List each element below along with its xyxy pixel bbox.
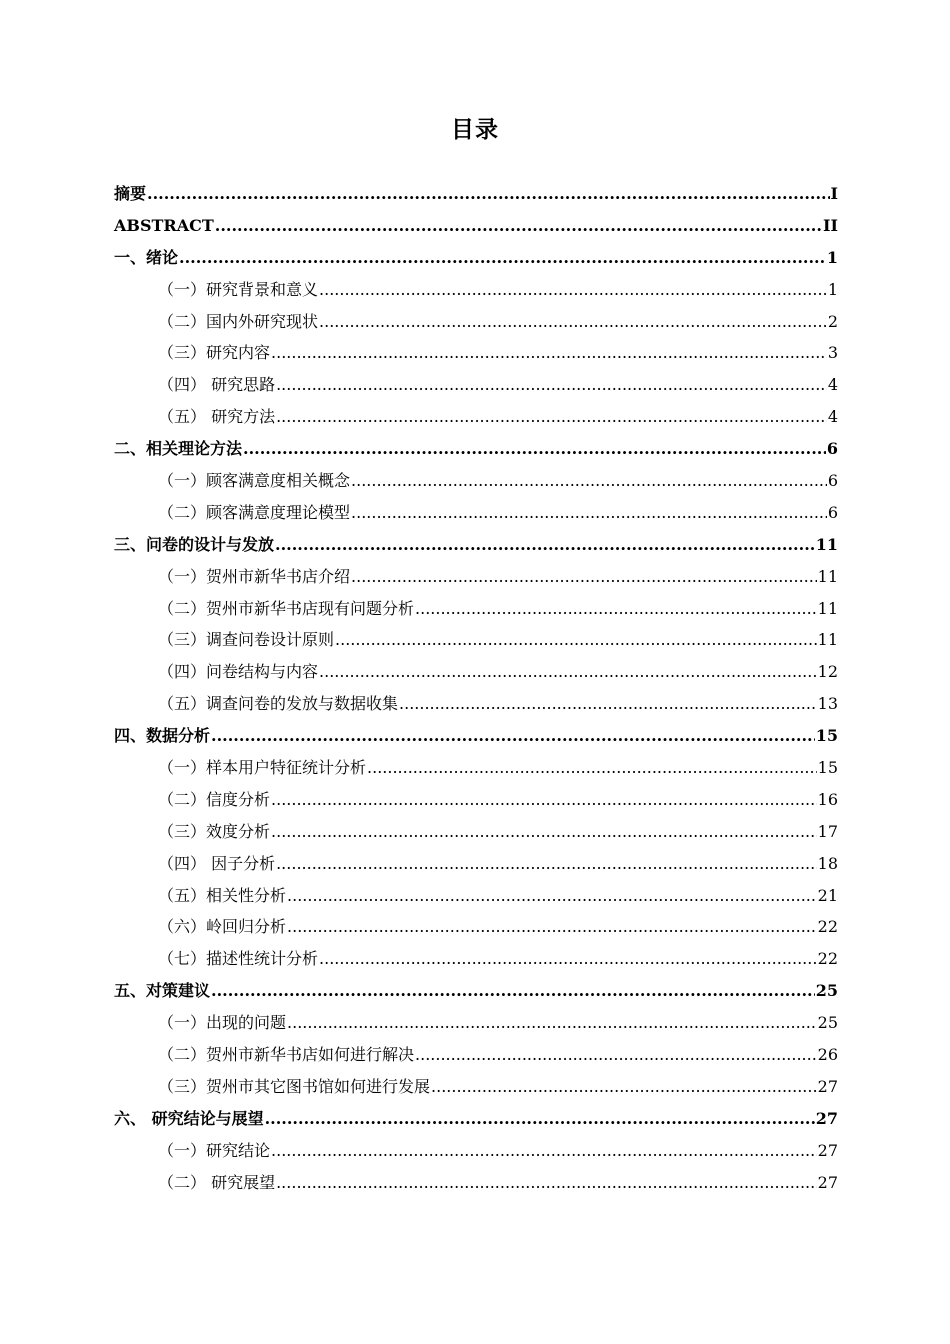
toc-dot-leader xyxy=(319,306,827,338)
toc-chapter-entry[interactable] xyxy=(114,529,838,561)
toc-section-entry[interactable] xyxy=(114,1135,838,1167)
toc-dot-leader xyxy=(287,911,817,943)
toc-entry-label: （一）研究结论 xyxy=(158,1140,271,1160)
toc-entry-page-number: 6 xyxy=(827,471,838,491)
toc-dot-leader xyxy=(265,1103,815,1135)
toc-entry-label: （一）研究背景和意义 xyxy=(158,279,319,299)
toc-entry-page-number: 22 xyxy=(817,917,838,937)
toc-entry-label: 二、相关理论方法 xyxy=(114,439,243,459)
toc-entry-label: （一）样本用户特征统计分析 xyxy=(158,758,367,778)
toc-section-entry[interactable] xyxy=(114,1007,838,1039)
toc-dot-leader xyxy=(351,465,827,497)
toc-section-entry[interactable] xyxy=(114,880,838,912)
toc-entry-page-number: 1 xyxy=(827,279,838,299)
toc-dot-leader xyxy=(276,401,827,433)
toc-dot-leader xyxy=(271,1135,817,1167)
toc-entry-label: （三）贺州市其它图书馆如何进行发展 xyxy=(158,1076,431,1096)
toc-entry-label: （三）调查问卷设计原则 xyxy=(158,630,335,650)
toc-section-entry[interactable] xyxy=(114,848,838,880)
toc-entry-label: （五） 研究方法 xyxy=(158,407,276,427)
toc-entry-page-number: 27 xyxy=(817,1140,838,1160)
toc-entry-page-number: 25 xyxy=(815,981,838,1001)
toc-entry-label: （一）出现的问题 xyxy=(158,1013,287,1033)
toc-section-entry[interactable] xyxy=(114,337,838,369)
toc-entry-page-number: 27 xyxy=(817,1172,838,1192)
toc-entry-page-number: II xyxy=(823,215,838,235)
toc-dot-leader xyxy=(367,752,817,784)
toc-dot-leader xyxy=(276,1167,817,1199)
toc-entry-label: （三）效度分析 xyxy=(158,821,271,841)
toc-entry-label: （二）贺州市新华书店如何进行解决 xyxy=(158,1045,415,1065)
toc-entry-page-number: 6 xyxy=(827,502,838,522)
toc-dot-leader xyxy=(271,337,827,369)
toc-entry-page-number: 11 xyxy=(815,534,838,554)
toc-entry-page-number: 26 xyxy=(817,1045,838,1065)
toc-entry-page-number: 16 xyxy=(817,789,838,809)
toc-entry-label: （一）贺州市新华书店介绍 xyxy=(158,566,351,586)
toc-entry-page-number: 22 xyxy=(817,949,838,969)
toc-chapter-entry[interactable] xyxy=(114,178,838,210)
toc-entry-page-number: 17 xyxy=(817,821,838,841)
toc-chapter-entry[interactable] xyxy=(114,1103,838,1135)
toc-section-entry[interactable] xyxy=(114,306,838,338)
toc-entry-label: （三）研究内容 xyxy=(158,343,271,363)
toc-entry-label: 五、对策建议 xyxy=(114,981,211,1001)
toc-dot-leader xyxy=(211,720,815,752)
toc-section-entry[interactable] xyxy=(114,1071,838,1103)
toc-dot-leader xyxy=(351,561,817,593)
toc-dot-leader xyxy=(287,880,817,912)
toc-entry-page-number: 4 xyxy=(827,407,838,427)
toc-entry-label: （二）顾客满意度理论模型 xyxy=(158,502,351,522)
toc-section-entry[interactable] xyxy=(114,465,838,497)
toc-entry-label: （五）相关性分析 xyxy=(158,885,287,905)
toc-dot-leader xyxy=(271,784,817,816)
toc-entry-page-number: 27 xyxy=(815,1108,838,1128)
toc-entry-label: （七）描述性统计分析 xyxy=(158,949,319,969)
toc-entry-label: （六）岭回归分析 xyxy=(158,917,287,937)
toc-section-entry[interactable] xyxy=(114,274,838,306)
toc-dot-leader xyxy=(243,433,826,465)
toc-chapter-entry[interactable] xyxy=(114,433,838,465)
toc-entry-label: （四）问卷结构与内容 xyxy=(158,662,319,682)
toc-entry-label: （四） 研究思路 xyxy=(158,375,276,395)
toc-dot-leader xyxy=(335,624,817,656)
toc-entry-label: 三、问卷的设计与发放 xyxy=(114,534,275,554)
toc-entry-page-number: 11 xyxy=(817,598,838,618)
toc-entry-page-number: 11 xyxy=(817,630,838,650)
toc-section-entry[interactable] xyxy=(114,943,838,975)
toc-section-entry[interactable] xyxy=(114,561,838,593)
toc-section-entry[interactable] xyxy=(114,624,838,656)
toc-entry-page-number: 3 xyxy=(827,343,838,363)
toc-dot-leader xyxy=(319,943,817,975)
toc-dot-leader xyxy=(147,178,830,210)
toc-dot-leader xyxy=(271,816,817,848)
toc-section-entry[interactable] xyxy=(114,816,838,848)
toc-dot-leader xyxy=(179,242,826,274)
toc-dot-leader xyxy=(431,1071,817,1103)
toc-dot-leader xyxy=(275,529,815,561)
table-of-contents xyxy=(114,178,838,1199)
toc-chapter-entry[interactable] xyxy=(114,975,838,1007)
toc-entry-label: （二）国内外研究现状 xyxy=(158,311,319,331)
toc-entry-page-number: 25 xyxy=(817,1013,838,1033)
toc-entry-label: 六、 研究结论与展望 xyxy=(114,1108,264,1128)
toc-entry-page-number: 11 xyxy=(817,566,838,586)
toc-entry-label: （一）顾客满意度相关概念 xyxy=(158,471,351,491)
toc-section-entry[interactable] xyxy=(114,497,838,529)
toc-entry-page-number: 12 xyxy=(817,662,838,682)
toc-entry-page-number: 15 xyxy=(815,726,838,746)
toc-section-entry[interactable] xyxy=(114,1167,838,1199)
toc-entry-page-number: 6 xyxy=(826,439,838,459)
toc-dot-leader xyxy=(287,1007,817,1039)
toc-section-entry[interactable] xyxy=(114,593,838,625)
toc-entry-page-number: 27 xyxy=(817,1076,838,1096)
toc-entry-label: （二）信度分析 xyxy=(158,789,271,809)
toc-dot-leader xyxy=(215,210,822,242)
toc-dot-leader xyxy=(351,497,827,529)
toc-dot-leader xyxy=(276,369,827,401)
toc-chapter-entry[interactable] xyxy=(114,210,838,242)
toc-dot-leader xyxy=(399,688,817,720)
page-title: 目录 xyxy=(451,117,499,143)
toc-chapter-entry[interactable] xyxy=(114,242,838,274)
toc-section-entry[interactable] xyxy=(114,1039,838,1071)
toc-entry-label: 摘要 xyxy=(114,184,147,203)
toc-section-entry[interactable] xyxy=(114,656,838,688)
toc-dot-leader xyxy=(319,656,817,688)
toc-dot-leader xyxy=(415,593,817,625)
toc-section-entry[interactable] xyxy=(114,688,838,720)
toc-entry-label: （二） 研究展望 xyxy=(158,1172,276,1192)
toc-dot-leader xyxy=(415,1039,817,1071)
toc-dot-leader xyxy=(211,975,815,1007)
toc-entry-page-number: 15 xyxy=(817,758,838,778)
toc-entry-label: （四） 因子分析 xyxy=(158,853,276,873)
toc-entry-page-number: 2 xyxy=(827,311,838,331)
toc-chapter-entry[interactable] xyxy=(114,720,838,752)
toc-section-entry[interactable] xyxy=(114,401,838,433)
toc-dot-leader xyxy=(319,274,827,306)
toc-section-entry[interactable] xyxy=(114,752,838,784)
toc-dot-leader xyxy=(276,848,817,880)
toc-entry-page-number: 13 xyxy=(817,694,838,714)
toc-section-entry[interactable] xyxy=(114,784,838,816)
toc-entry-page-number: 4 xyxy=(827,375,838,395)
toc-section-entry[interactable] xyxy=(114,911,838,943)
toc-entry-page-number: 18 xyxy=(817,853,838,873)
toc-entry-page-number: I xyxy=(830,184,838,203)
toc-entry-page-number: 21 xyxy=(817,885,838,905)
toc-entry-label: ABSTRACT xyxy=(114,215,214,235)
toc-entry-label: 一、绪论 xyxy=(114,247,179,267)
toc-entry-label: （二）贺州市新华书店现有问题分析 xyxy=(158,598,415,618)
toc-entry-page-number: 1 xyxy=(826,247,838,267)
toc-section-entry[interactable] xyxy=(114,369,838,401)
toc-entry-label: 四、数据分析 xyxy=(114,726,211,746)
toc-entry-label: （五）调查问卷的发放与数据收集 xyxy=(158,694,399,714)
